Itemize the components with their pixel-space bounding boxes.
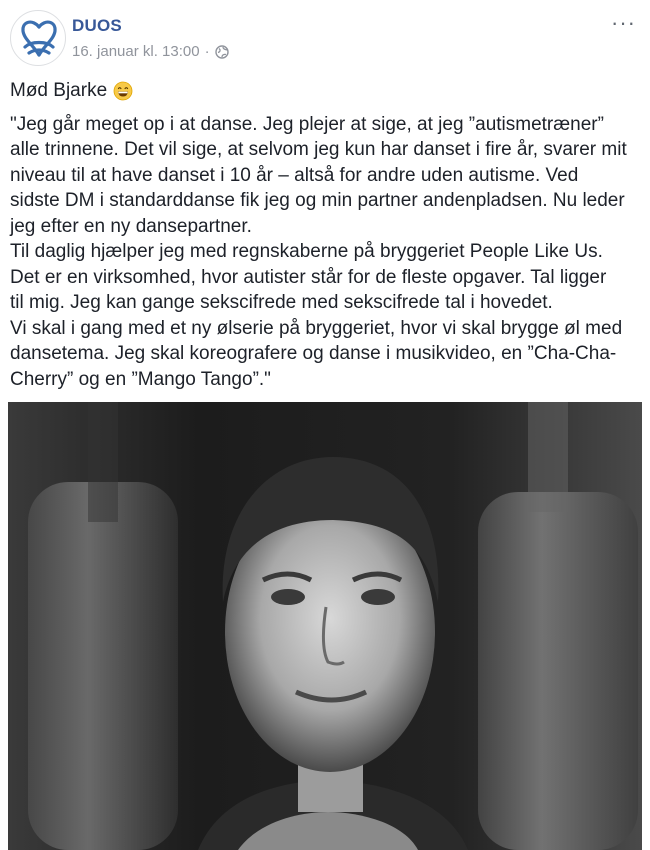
post-text-line: Vi skal i gang med et ny ølserie på bryggeriet, hvor vi skal brygge øl med bbox=[10, 317, 623, 339]
more-options-icon[interactable]: ··· bbox=[611, 10, 636, 35]
post-header bbox=[10, 10, 640, 70]
grinning-face-icon bbox=[113, 81, 133, 101]
page-avatar[interactable] bbox=[10, 10, 66, 66]
post-text-line: Det er en virksomhed, hvor autister står for de fleste opgaver. Tal ligger bbox=[10, 266, 607, 288]
meta-separator: · bbox=[204, 43, 210, 60]
post-text-line: Til daglig hjælper jeg med regnskaberne på bryggeriet People Like Us. bbox=[10, 241, 603, 262]
post-text-line: Cherry” og en ”Mango Tango”." bbox=[10, 368, 271, 390]
post-timestamp[interactable]: 16. januar kl. 13:00 bbox=[72, 43, 200, 60]
post-text-line: jeg efter en ny dansepartner. bbox=[10, 215, 252, 237]
post-meta bbox=[72, 43, 229, 60]
post-text-line: dansetema. Jeg skal koreografere og danse i musikvideo, en ”Cha-Cha- bbox=[10, 343, 617, 364]
post-text bbox=[10, 78, 642, 392]
post-photo[interactable] bbox=[8, 402, 642, 850]
post-intro bbox=[10, 78, 642, 104]
portrait-photo bbox=[8, 402, 642, 850]
post-text-line: niveau til at have danset i 10 år – altså for andre uden autisme. Ved bbox=[10, 164, 579, 186]
post-text-line: alle trinnene. Det vil sige, at selvom jeg kun har danset i fire år, svarer mit bbox=[10, 139, 627, 160]
post-text-line: "Jeg går meget op i at danse. Jeg plejer at sige, at jeg ”autismetræner” bbox=[10, 113, 604, 135]
post-text-line: sidste DM i standarddanse fik jeg og min partner andenpladsen. Nu leder bbox=[10, 190, 625, 211]
page-name-link[interactable]: DUOS bbox=[72, 16, 122, 35]
globe-icon[interactable] bbox=[215, 45, 229, 59]
intro-text: Mød Bjarke bbox=[10, 80, 108, 101]
duos-logo-icon bbox=[11, 11, 66, 66]
post-text-line: til mig. Jeg kan gange sekscifrede med sekscifrede tal i hovedet. bbox=[10, 292, 553, 313]
